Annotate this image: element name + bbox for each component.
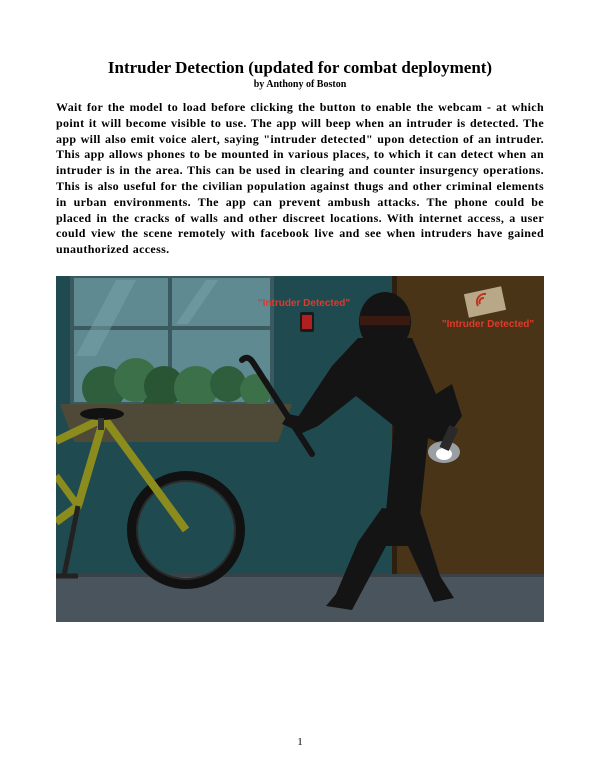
document-byline: by Anthony of Boston xyxy=(253,79,347,90)
intruder-illustration xyxy=(56,276,544,622)
document-body: Wait for the model to load before clicking the button to enable the webcam - at which point it will become visible to use. The app will beep when an intruder is detected. The app will also emit voice alert, saying "intruder detected" upon detection of an intruder. This app allows phones to be mounted in various places, to which it can detect when an intruder is in the area. This can be used in clearing and counter insurgency operations. This is also useful for the civilian population against thugs and other criminal elements in urban environments. The app can prevent ambush attacks. The phone could be placed in the cracks of walls and other discreet locations. With internet access, a user could view the scene remotely with facebook live and see when intruders have gained unauthorized access. xyxy=(56,100,544,257)
alert-left: "Intruder Detected" xyxy=(257,298,351,309)
document-title: Intruder Detection (updated for combat deployment) xyxy=(107,58,493,77)
floor xyxy=(56,576,544,622)
phone-detector-icon xyxy=(300,312,314,332)
page-number: 1 xyxy=(297,736,303,748)
baseboard xyxy=(56,574,544,577)
illustration-canvas xyxy=(56,276,544,622)
alert-right: "Intruder Detected" xyxy=(441,319,535,330)
